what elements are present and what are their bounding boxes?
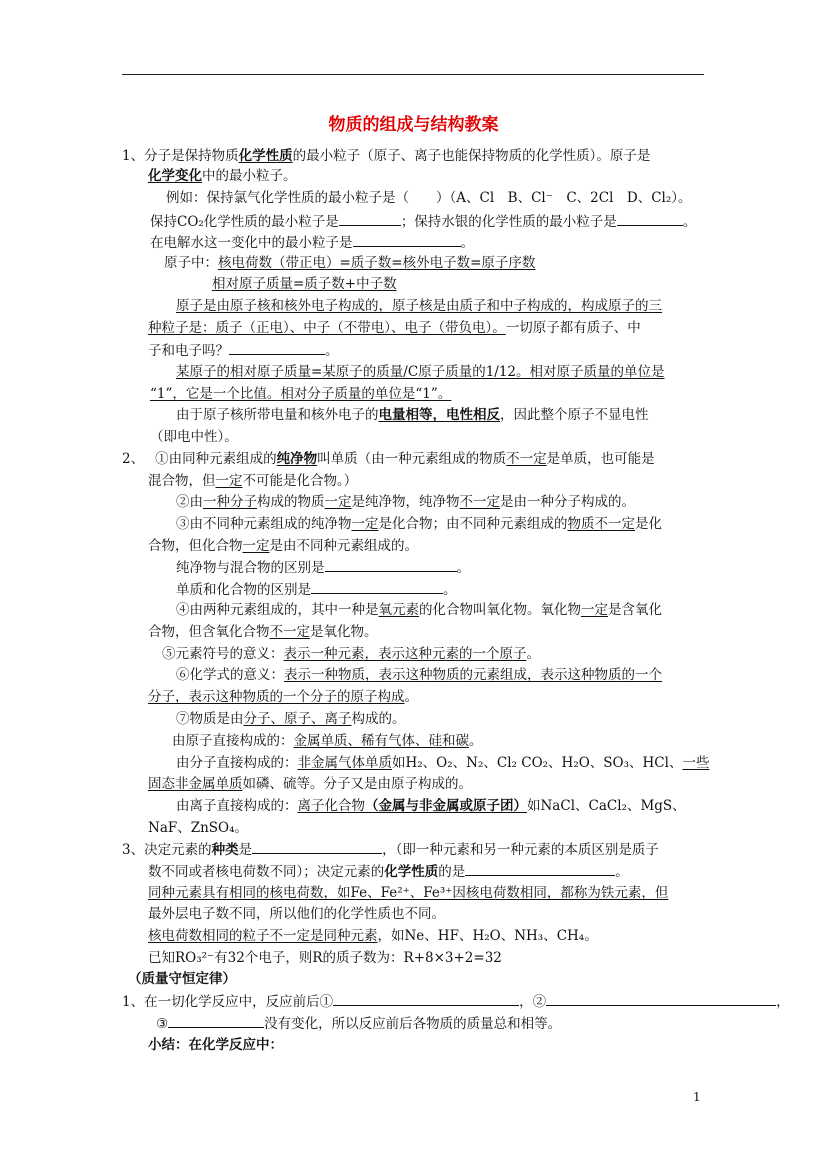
section-heading: （质量守恒定律） (128, 971, 236, 987)
text-line: 例如：保持氯气化学性质的最小粒子是（ ）（A、Cl B、Cl⁻ C、2Cl D、Cl₂）。 (166, 190, 692, 206)
text-line: ⑥化学式的意义：表示一种物质，表示这种物质的元素组成，表示这种物质的一个 (176, 667, 662, 683)
text-line: 3、决定元素的种类是 ，（即一种元素和另一种元素的本质区别是质子 (122, 839, 659, 860)
text-line: ③ 没有变化，所以反应前后各物质的质量总和相等。 (156, 1013, 561, 1034)
text-line: 相对原子质量=质子数+中子数 (212, 276, 397, 292)
text-line: 原子中：核电荷数（带正电）=质子数=核外电子数=原子序数 (164, 255, 536, 271)
text-line: NaF、ZnSO₄。 (148, 820, 249, 836)
page-number: 1 (693, 1090, 701, 1104)
text-line: 最外层电子数不同，所以他们的化学性质也不同。 (148, 906, 445, 922)
text-line: 由分子直接构成的：非金属气体单质如H₂、O₂、N₂、Cl₂ CO₂、H₂O、SO₃、HCl、一些 (176, 755, 710, 771)
text-line: 同种元素具有相同的核电荷数，如Fe、Fe²⁺、Fe³⁺因核电荷数相同，都称为铁元素，但 (148, 885, 669, 901)
text-line: 在电解水这一变化中的最小粒子是 。 (150, 232, 474, 253)
text-line: ⑦物质是由分子、原子、离子构成的。 (176, 711, 406, 727)
text-line: 混合物，但一定不可能是化合物。） (148, 473, 358, 489)
text-line: 纯净物与混合物的区别是 。 (176, 557, 470, 578)
text-line: 子和电子吗？ 。 (148, 340, 339, 361)
text-line: 合物，但化合物一定是由不同种元素组成的。 (148, 538, 418, 554)
text-line: 1、分子是保持物质化学性质的最小粒子（原子、离子也能保持物质的化学性质）。原子是 (122, 148, 651, 164)
section-heading: 小结：在化学反应中： (148, 1037, 283, 1053)
text-line: “1”，它是一个比值。相对分子质量的单位是“1”。 (150, 386, 452, 402)
text-line: 数不同或者核电荷数不同）；决定元素的化学性质的是 。 (148, 861, 629, 882)
text-line: 由原子直接构成的：金属单质、稀有气体、硅和碳。 (172, 733, 483, 749)
page-title: 物质的组成与结构教案 (328, 115, 499, 135)
text-line: ③由不同种元素组成的纯净物一定是化合物；由不同种元素组成的物质不一定是化 (176, 516, 662, 532)
text-line: 由于原子核所带电量和核外电子的电量相等，电性相反，因此整个原子不显电性 (176, 407, 649, 423)
text-line: 种粒子是：质子（正电）、中子（不带电）、电子（带负电）。一切原子都有质子、中 (148, 320, 641, 336)
text-line: 合物，但含氧化合物不一定是氧化物。 (148, 624, 378, 640)
text-line: 单质和化合物的区别是 。 (176, 579, 457, 600)
text-line: ②由一种分子构成的物质一定是纯净物，纯净物不一定是由一种分子构成的。 (176, 494, 635, 510)
text-line: 某原子的相对原子质量=某原子的质量/C原子质量的1/12。相对原子质量的单位是 (176, 364, 665, 380)
text-line: ④由两种元素组成的，其中一种是氧元素的化合物叫氧化物。氧化物一定是含氧化 (176, 602, 662, 618)
text-line: 分子，表示这种物质的一个分子的原子构成。 (148, 689, 418, 705)
text-line: 2、 ①由同种元素组成的纯净物叫单质（由一种元素组成的物质不一定是单质，也可能是 (122, 451, 655, 467)
text-line: 由离子直接构成的：离子化合物（金属与非金属或原子团）如NaCl、CaCl₂、MgS、 (176, 798, 686, 814)
text-line: ⑤元素符号的意义：表示一种元素，表示这种元素的一个原子。 (162, 646, 540, 662)
text-line: 核电荷数相同的粒子不一定是同种元素，如Ne、HF、H₂O、NH₃、CH₄。 (148, 928, 598, 944)
text-line: 已知RO₃²⁻有32个电子，则R的质子数为：R+8×3+2=32 (148, 950, 502, 966)
text-line: （即电中性）。 (150, 429, 238, 445)
text-line: 固态非金属单质如磷、硫等。分子又是由原子构成的。 (148, 776, 472, 792)
text-line: 化学变化中的最小粒子。 (148, 168, 297, 184)
header-rule (122, 74, 704, 75)
text-line: 1、在一切化学反应中，反应前后① ，② ， (122, 991, 790, 1012)
text-line: 保持CO₂化学性质的最小粒子是 ；保持水银的化学性质的最小粒子是 。 (150, 211, 696, 232)
text-line: 原子是由原子核和核外电子构成的，原子核是由质子和中子构成的，构成原子的三 (176, 298, 662, 314)
